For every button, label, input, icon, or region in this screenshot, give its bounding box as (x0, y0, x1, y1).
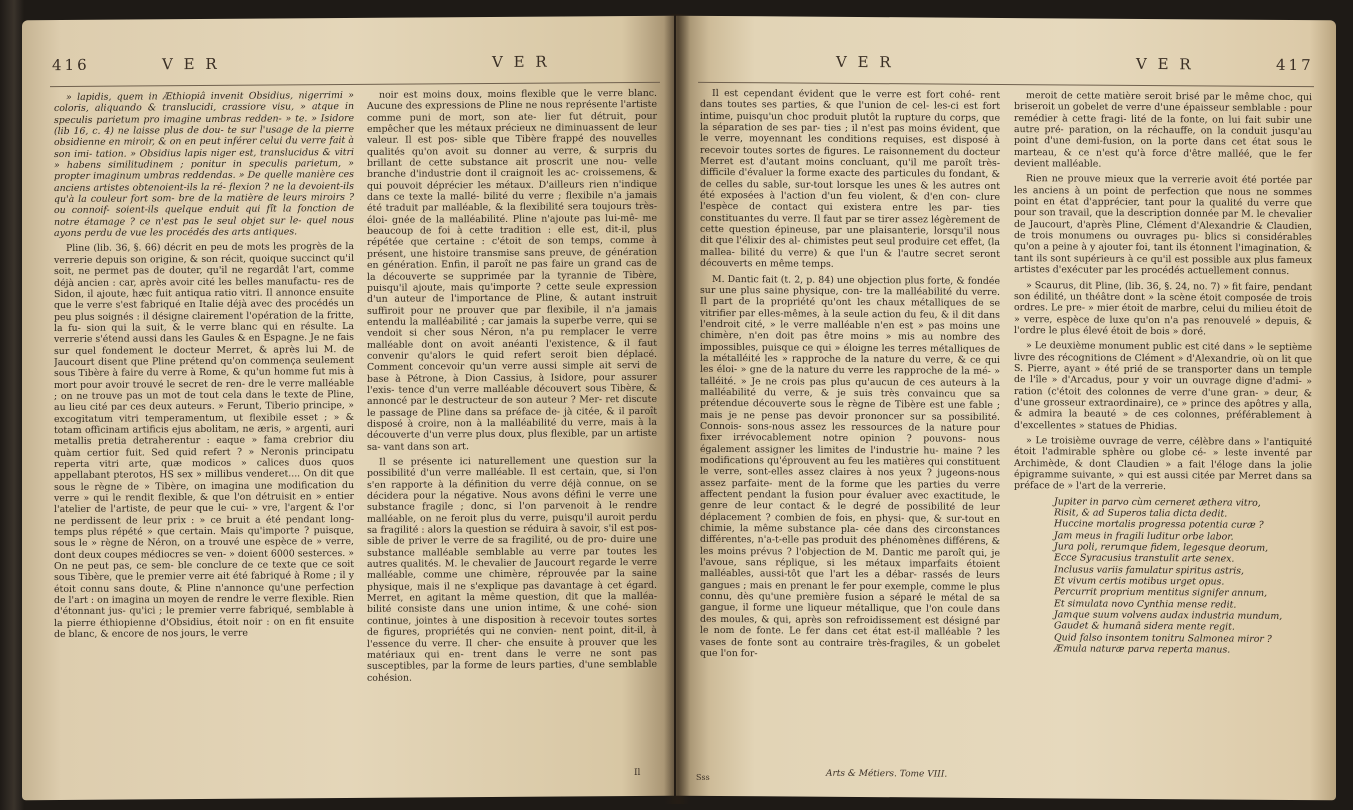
left-running-head (22, 52, 674, 87)
left-column-1 (54, 90, 354, 760)
paragraph: » Scaurus, dit Pline, (lib. 36, §. 24, no. 7) » fit faire, pendant son édilité, un théâtre dont » la scène étoit composée de trois ordres. Le pre- » mier étoit de marbre, celui du milieu étoit de » verre, espèce de luxe qu'on n'a pas renouvelé » depuis, & l'ordre le plus élevé étoit de bois » doré. (1014, 279, 1312, 338)
left-page (22, 16, 674, 801)
paragraph: Rien ne prouve mieux que la verrerie avoit été portée par les anciens à un point de perfection que nous ne sommes point en état d'apprécier, tant pour la qualité du verre que pour son travail, que la description donnée par M. le chevalier de Jaucourt, d'après Pline, Clément d'Alexandrie & Claudien, de trois monumens ou ouvrages pu- blics si considérables qu'on a peine à y ajouter foi, tant ils étonnent l'imagination, & tant ils sont supérieurs à ce qu'il est possible aux plus fameux artistes d'exécuter par les procédés actuellement connus. (1014, 173, 1312, 278)
paragraph: Pline (lib. 36, §. 66) décrit en peu de mots les progrès de la verrerie depuis son origine, & son récit, quoique succinct qu'il soit, ne permet pas de douter, qu'il ne regardât l'art, comme déjà ancien : car, après avoir cité les belles manufactu- res de Sidon, il ajoute, hæc fuit antiqua ratio vitri. Il annonce ensuite que le verre s'est fabriqué en Italie déjà avec des procédés un peu plus soignés : il désigne clairement l'opération de la fritte, la fu- sion qui la suit, & le verre blanc qui en résulte. La verrerie s'étend aussi dans les Gaules & en Espagne. Je ne fais sur quel fondement le docteur Merret, & après lui M. de Jaucourt disent que Pline prétend qu'on commença seulement sous Tibère à faire du verre à Rome, & qu'un homme fut mis à mort pour avoir trouvé le secret de ren- dre le verre malléable ; on ne trouve pas un mot de tout cela dans le texte de Pline, au lieu cité par ces deux auteurs. » Ferunt, Tiberio principe, » excogitatum vitri temperamentum, ut flexibile esset ; » & totam officinam artificis ejus abolitam, ne æris, » argenti, auri metallis pretia detraherentur : eaque » fama crebrior diu quàm certior fuit. Sed quid refert ? » Neronis principatu reperta vitri arte, quæ modicos » calices duos quos appellabant pterotos, HS sex » millibus venderet.... On dit que sous le règne de » Tibère, on imagina une modification du verre » qui le rendit flexible, & que l'on détruisit en » entier l'atelier de l'artiste, de peur que le cui- » vre, l'argent & l'or ne perdissent de leur prix : » ce bruit a été pendant long-temps plus répété » que certain. Mais qu'importe ? puisque, sous le » règne de Néron, on a trouvé une espèce de » verre, dont deux coupes médiocres se ven- » doient 6000 sesterces. » On ne peut pas, ce sem- ble conclure de ce texte que ce soit sous Tibère, que le premier verre ait été fabriqué à Rome ; il y étoit connu sans doute, & Pline n'annonce qu'une perfection de l'art : on imagina un moyen de rendre le verre flexible. Rien d'étonnant jus- qu'ici ; le premier verre fabriqué, semblable à la pierre éthiopienne d'Obsidius, étoit noir : on en fit ensuite de blanc, & encore de nos jours, le verre (54, 241, 354, 641)
page-number: 416 (52, 55, 90, 75)
latin-epigram (1054, 496, 1312, 657)
paragraph: » Le deuxième monument public est cité dans » le septième livre des récognitions de Clément » d'Alexandrie, où on lit que S. Pierre, ayant » été prié de se transporter dans un temple de l'île » d'Arcadus, pour y voir un ouvrage digne d'admi- » ration (c'étoit des colonnes de verre d'une gran- » deur, & d'une grosseur extraordinaire), ce » prince des apôtres y alla, & admira la beauté » de ces colonnes, préférablement à d'excellentes » statues de Phidias. (1014, 340, 1312, 432)
paragraph: M. Dantic fait (t. 2, p. 84) une objection plus forte, & fondée sur une plus saine physique, con- tre la malléabilité du verre. Il part de la propriété qu'ont les chaux métalliques de se vitrifier par elles-mêmes, à la seule action du feu, & il dit dans l'endroit cité, » le verre malléable n'en est » pas moins une chimère, n'en doit pas être moins » mis au nombre des impossibles, puisque ce qui » éloigne les terres métalliques de la métalléité les » rapproche de la nature du verre, & ce qui les éloi- » gne de la nature du verre les rapproche de la mé- » talléité. » Je ne crois pas plus qu'aucun de ces auteurs à la malléabilité du verre, & je suis très convaincu que sa prétendue découverte sous le règne de Tibère est une fable ; mais je ne pense pas devoir prononcer sur sa possibilité. Connois- sons-nous assez les ressources de la nature pour fixer irrévocablement notre opinion ? pouvons- nous également assigner les limites de l'industrie hu- maine ? les modifications qu'éprouvent au feu les matières qui constituent le verre, sont-elles assez claires à nos yeux ? jugeons-nous assez parfaite- ment de la forme que les parties du verre affectent pendant la fusion pour évaluer avec exactitude, le genre de leur contact & le degré de possibilité de leur déplacement ? combien de fois, en physi- que, & sur-tout en chimie, la même substance pla- cée dans des circonstances différentes, n'a-t-elle pas produit des phénomènes différens, & les moins prévus ? l'objection de M. Dantic me paroît qui, je l'avoue, sans réplique, si les métaux imparfaits étoient malléables, aussi-tôt que l'art les a débar- rassés de leurs gangues ; mais en prenant le fer pour exemple, comme le plus connu, dès qu'une première fusion a séparé le métal de sa gangue, il forme une liqueur métallique, que l'on coule dans des moules, & qui, après son refroidissement est désigné par le nom de fonte. Le fer dans cet état est-il malléable ? les vases de fonte sont au contraire très-fragiles, & un gobelet que l'on for- (700, 273, 1000, 660)
right-page (676, 16, 1336, 801)
right-column-1 (700, 88, 1000, 758)
volume-footer: Arts & Métiers. Tome VIII. (826, 768, 948, 780)
paragraph: Il se présente ici naturellement une question sur la possibilité d'un verre malléable. Il est certain, que, si l'on s'en rapporte à la définition du verre déjà connue, on se décidera pour la négative. Nous avons défini le verre une substance fragile ; donc, si l'on parvenoit à le rendre malléable, on ne feroit plus du verre, puisqu'il auroit perdu sa fragilité : alors la question se réduira à savoir, s'il est pos- sible de priver le verre de sa fragilité, ou de pro- duire une substance malléable semblable au verre par toutes les autres qualités. M. le chevalier de Jaucourt regarde le verre malléable, comme une chimère, réprouvée par la saine physique, mais il ne s'explique pas davantage à cet égard. Merret, en agitant la même question, dit que la malléa- bilité consiste dans une union intime, & une cohé- sion continue, jointes à une disposition à recevoir toutes sortes de figures, propriétés qui ne convien- nent point, dit-il, à l'essence du verre. Il cher- che ensuite à prouver que les matériaux qui en- trent dans le verre ne sont pas susceptibles, par la forme de leurs parties, d'une semblable cohésion. (367, 454, 657, 684)
poem-line: Inclusus variis famulatur spiritus astris, (1054, 564, 1244, 577)
poem-line: Et vivum certis motibus urget opus. (1054, 575, 1225, 588)
signature-mark: Sss (696, 772, 710, 782)
poem-line: Jamque suum volvens audax industria mundum, (1054, 609, 1283, 623)
running-head-right: V E R (1136, 54, 1194, 74)
left-column-2 (367, 88, 657, 758)
running-head-left: V E R (836, 52, 894, 72)
poem-line: Huccine mortalis progressa potentia curæ ? (1054, 518, 1264, 532)
poem-line: Jupiter in parvo cùm cerneret æthera vitro, (1054, 496, 1261, 509)
running-head-right: V E R (492, 52, 550, 71)
paragraph: » Le troisième ouvrage de verre, célèbre dans » l'antiquité étoit l'admirable sphère ou globe cé- » leste inventé par Archimède, & dont Claudien » a fait l'éloge dans la jolie épigramme suivante, » qui est aussi citée par Merret dans sa préface de » l'art de la verrerie. (1014, 435, 1312, 493)
poem-line: Jam meus in fragili luditur orbe labor. (1054, 530, 1234, 543)
paragraph: meroit de cette matière seroit brisé par le même choc, qui briseroit un gobelet de verre d'une épaisseur semblable : pour remédier à cette fragi- lité de la fonte, on lui fait subir une autre pré- paration, on la réchauffe, on la conduit jusqu'au point d'une demi-fusion, on la porte dans cet état sous le marteau, & ce n'est qu'à force d'être malléé, que le fer devient malléable. (1014, 90, 1312, 170)
page-number: 417 (1276, 55, 1314, 75)
poem-line: Quid falso insontem tonitru Salmonea miror ? (1054, 632, 1272, 645)
poem-line: Jura poli, rerumque fidem, legesque deorum, (1054, 541, 1269, 554)
right-column-2 (1014, 90, 1312, 760)
poem-line: Gaudet & humanâ sidera mente regit. (1054, 620, 1235, 634)
poem-line: Et simulata novo Cynthia mense redit. (1054, 598, 1237, 611)
poem-line: Percurrit proprium mentitus signifer annum, (1054, 586, 1268, 600)
paragraph: Il est cependant évident que le verre est fort cohé- rent dans toutes ses parties, & que l'union de cel- les-ci est fort intime, puisqu'un choc produit plutôt la rupture du corps, que la séparation de ses par- ties ; il n'est pas moins évident, que le verre, moyennant les conditions requises, est disposé à recevoir toutes sortes de figures. Le raisonnement du docteur Merret est d'autant moins concluant, qu'il me paroît très-difficile d'évaluer la forme exacte des particules du fondant, & de celles du sable, sur-tout lorsque les unes & les autres ont été exposées à l'action d'un feu violent, & d'en con- clure l'espèce de contact qui existera entre les par- ties constituantes du verre. Il faut par se tirer assez légèrement de cette question épineuse, par une plaisanterie, lorsqu'il nous dit que l'élixir des al- chimistes peut seul produire cet effet, (la mallea- bilité du verre) & que l'un & l'autre secret seront découverts en même temps. (700, 87, 1000, 270)
poem-line: Ecce Syracusius transtulit arte senex. (1054, 552, 1235, 566)
running-head-left: V E R (162, 54, 220, 74)
poem-line: Risit, & ad Superos talia dicta dedit. (1054, 507, 1228, 520)
paragraph: noir est moins doux, moins flexible que le verre blanc. Aucune des expressions de Pline ne nous représente l'artiste comme puni de mort, son ate- lier fut détruit, pour empêcher que les métaux précieux ne diminuassent de leur valeur. Il est pos- sible que Tibère frappé des nouvelles qualités qu'on avoit su donner au verre, & surpris du brillant de cette substance ait proscrit une nou- velle branche d'industrie dont il craignoit les ac- croissemens, & qui pouvoit déprécier les métaux. D'ailleurs rien n'indique dans ce texte la mallé- bilité du verre ; flexibile n'a jamais été traduit par malléable, & la flexibilité sera toujours très-éloi- gnée de la malléabilité. Pline n'ajoute pas lui-mê- me beaucoup de foi à cette tradition : elle est, dit-il, plus répétée que certaine : c'étoit de son temps, comme à présent, une histoire transmise sans preuve, de génération en génération. Enfin, il paroît ne pas faire un grand cas de la découverte se supprimée par la tyrannie de Tibère, puisqu'il ajoute, mais qu'importe ? cette seule expression d'un auteur de l'importance de Pline, & autant instruit suffiroit pour ne prouver que par flexibile, il n'a jamais entendu la malléabilité ; car jamais la superbe verre, qui se vendoit si cher sous Néron, n'a pu remplacer le verre malléable dont on avoit anéanti l'existence, & il faut convenir qu'alors le quid refert seroit bien déplacé. Comment concevoir qu'un verre aussi simple ait servi de base à Pétrone, à Dion Cassius, à Isidore, pour assurer l'exis- tence d'un verre malléable découvert sous Tibère, & annoncé par le destructeur de son auteur ? Mer- ret discute le passage de Pline dans sa préface de- jà citée, & il paroît disposé à croire, non à la malléabilité du verre, mais à la découverte d'un verre plus doux, plus flexible, par un artiste sa- vant dans son art. (367, 87, 657, 453)
poem-line: Æmula naturæ parva reperta manus. (1054, 643, 1231, 656)
catchword: Il (634, 767, 641, 779)
right-running-head (676, 52, 1336, 87)
paragraph: » lapidis, quem in Æthiopiâ invenit Obsidius, nigerrimi » coloris, aliquando & translucidi, crassiore visu, » atque in speculis parietum pro imagine umbras redden- » te. » Isidore (lib 16, c. 4) ne laisse plus de dou- te sur l'usage de la pierre obsidienne en miroir, & on en peut inférer celui du verre fait à son imi- tation. » Obsidius lapis niger est, translucidus & vitri » habens similitudinem ; ponitur in speculis parietum, » propter imaginum umbras reddendas. » De quelle manière ces anciens artistes obtenoient-ils la ré- flexion ? ne la devoient-ils qu'à la couleur fort som- bre de la matière de leurs miroirs ? ou connoif- soient-ils quelque enduit qui fît la fonction de notre étamage ? ce n'est pas le seul objet sur le- quel nous ayons perdu de vue les procédés des arts antiques. (54, 89, 354, 240)
